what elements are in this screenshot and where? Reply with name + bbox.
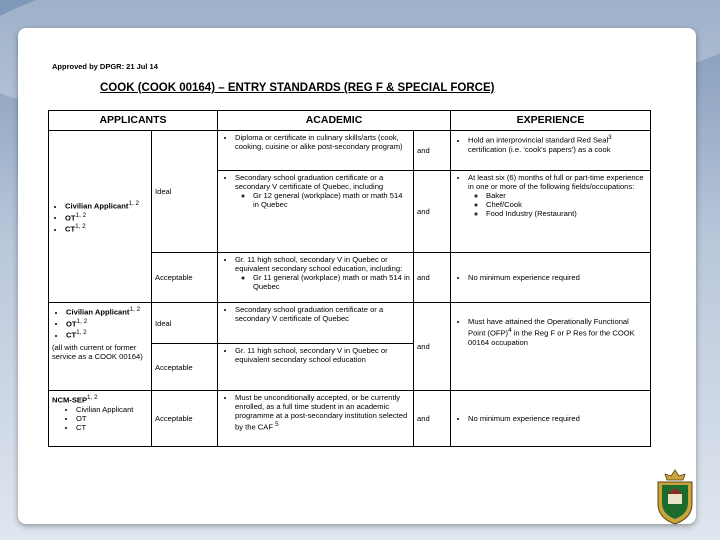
group2-acceptable-label: Acceptable (152, 344, 218, 391)
table-row (49, 391, 651, 447)
group1-ideal-label: Ideal (152, 131, 218, 253)
table-row (49, 131, 651, 171)
group1-r3-academic: • Gr. 11 high school, secondary V in Quebec or equivalent secondary school education, including: ◦ Gr 11 general (workplace) math or math 514 in Quebec (218, 253, 414, 303)
list-item: • Civilian Applicant$^{1, 2}$ (65, 199, 148, 211)
group2-r1-academic: • Secondary school graduation certificate or a secondary V certificate of Quebec (218, 303, 414, 344)
document-title: COOK (COOK 00164) – ENTRY STANDARDS (REG F & SPECIAL FORCE) (100, 82, 495, 94)
group3-acceptable-label: Acceptable (152, 391, 218, 447)
and-label: and (414, 131, 451, 171)
header-applicants: APPLICANTS (49, 111, 218, 131)
group1-r3-experience: • No minimum experience required (451, 253, 651, 303)
entry-standards-table (48, 110, 651, 447)
military-crest-icon (650, 468, 700, 526)
and-label: and (414, 391, 451, 447)
list-item: • OT$^{1, 2}$ (65, 211, 148, 223)
header-academic: ACADEMIC (218, 111, 451, 131)
group2-applicants: • Civilian Applicant$^{1, 2}$ • OT$^{1, 2}$ • CT$^{1, 2}$ (all with current or former service as a COOK 00164) (49, 303, 152, 391)
and-label: and (414, 253, 451, 303)
group2-ideal-label: Ideal (152, 303, 218, 344)
group2-note: (all with current or former service as a COOK 00164) (52, 342, 143, 361)
group3-experience: • No minimum experience required (451, 391, 651, 447)
group3-academic: • Must be unconditionally accepted, or be currently enrolled, as a full time student in an academic programme at a post-secondary institution selected by the CAF $^5$ (218, 391, 414, 447)
group1-applicants (49, 131, 152, 303)
header-experience: EXPERIENCE (451, 111, 651, 131)
group2-r2-academic: • Gr. 11 high school, secondary V in Quebec or equivalent secondary school education (218, 344, 414, 391)
group1-r1-experience: • Hold an interprovincial standard Red Seal$^3$ certification (i.e. ‘cook’s papers’) as a cook (451, 131, 651, 171)
list-item: • CT$^{1, 2}$ (65, 222, 148, 234)
group3-applicants: NCM-SEP$^{1, 2}$ • Civilian Applicant • OT • CT (49, 391, 152, 447)
and-label: and (414, 303, 451, 391)
header-row (49, 111, 651, 131)
approval-line: Approved by DPGR: 21 Jul 14 (52, 62, 158, 71)
and-label: and (414, 171, 451, 253)
group1-r2-academic: • Secondary school graduation certificate or a secondary V certificate of Quebec, including ◦ Gr 12 general (workplace) math or math 514 in Quebec (218, 171, 414, 253)
group1-r2-experience: • At least six (6) months of full or part-time experience in one or more of the following fields/occupations: ◦ Baker ◦ Chef/Cook ◦ Food Industry (Restaurant) (451, 171, 651, 253)
table-row (49, 303, 651, 344)
group1-acceptable-label: Acceptable (152, 253, 218, 303)
group1-r1-academic: • Diploma or certificate in culinary skills/arts (cook, cooking, cuisine or alike post-secondary program) (218, 131, 414, 171)
group2-experience: • Must have attained the Operationally Functional Point (OFP)$^4$ in the Reg F or P Res for the COOK 00164 occupation (451, 303, 651, 391)
